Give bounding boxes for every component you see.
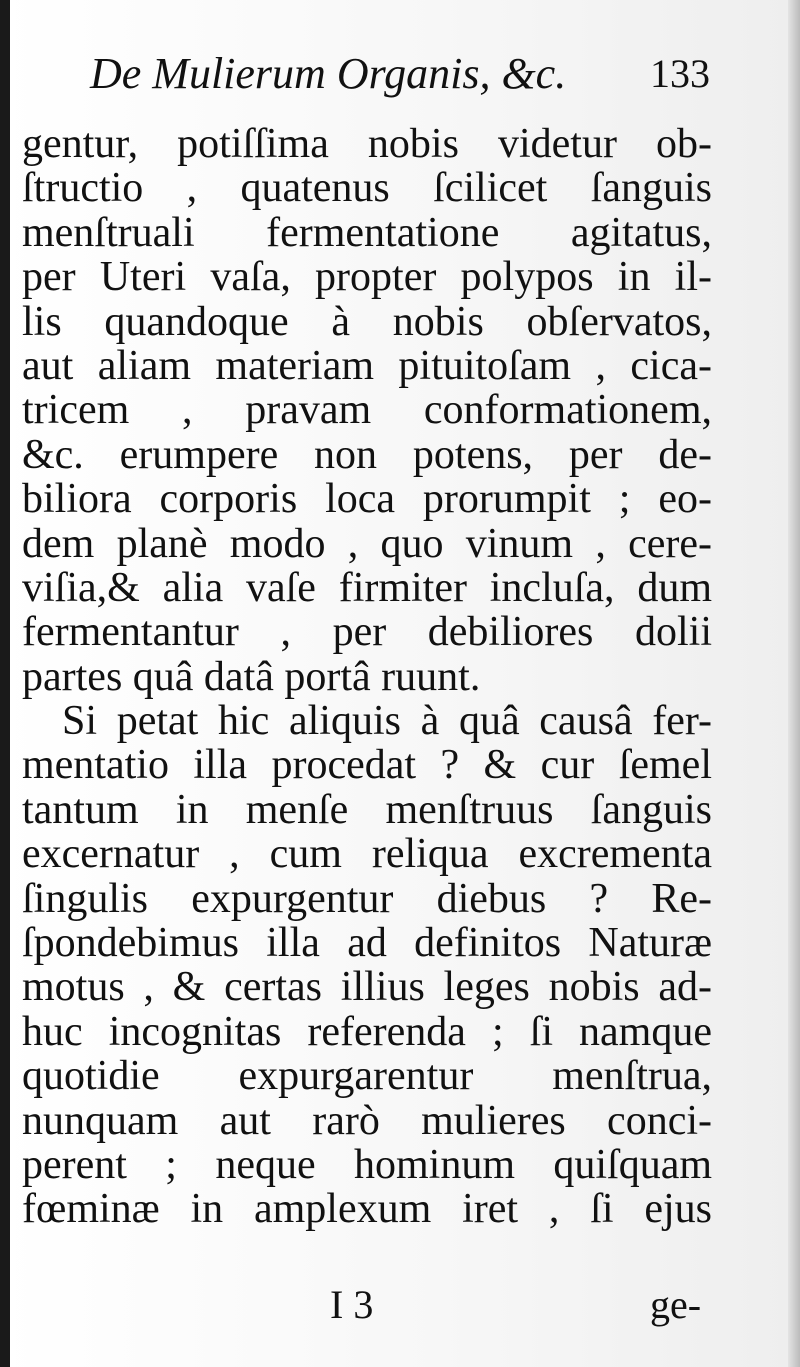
text-line: excernatur , cum reliqua excrementa: [22, 832, 712, 877]
body-text: [22, 122, 712, 1232]
text-line: aut aliam materiam pituitoſam , cica-: [22, 343, 712, 389]
text-line: &c. erumpere non potens, per de-: [22, 432, 712, 478]
text-line: ſtructio , quatenus ſcilicet ſanguis: [22, 166, 712, 211]
text-line: tricem , pravam conformationem,: [22, 388, 712, 433]
catchword: ge-: [650, 1282, 702, 1327]
text-line: mentatio illa procedat ? & cur ſemel: [22, 743, 712, 788]
text-line: per Uteri vaſa, propter polypos in il-: [22, 255, 712, 300]
text-line: perent ; neque hominum quiſquam: [22, 1142, 712, 1188]
text-line: menſtruali fermentatione agitatus,: [22, 210, 712, 256]
paragraph-end-line: partes quâ datâ portâ ruunt.: [22, 654, 481, 700]
signature-mark: I 3: [330, 1282, 374, 1327]
paragraph-start-line: Si petat hic aliquis à quâ causâ fer-: [62, 699, 712, 744]
text-line: ſingulis expurgentur diebus ? Re-: [22, 876, 712, 922]
text-line: fermentantur , per debiliores dolii: [22, 610, 712, 655]
text-line: lis quandoque à nobis obſervatos,: [22, 299, 712, 344]
text-line: motus , & certas illius leges nobis ad-: [22, 965, 712, 1010]
text-line: tantum in menſe menſtruus ſanguis: [22, 787, 712, 833]
running-title: De Mulierum Organis, &c.: [90, 49, 567, 98]
text-line: gentur, potiſſima nobis videtur ob-: [22, 122, 712, 167]
text-line: quotidie expurgarentur menſtrua,: [22, 1054, 712, 1099]
text-line: ſpondebimus illa ad definitos Naturæ: [22, 921, 712, 966]
running-head: [90, 44, 710, 104]
page-edge-shadow: [788, 0, 800, 1367]
text-line: fœminæ in amplexum iret , ſi ejus: [22, 1187, 712, 1232]
text-line: dem planè modo , quo vinum , cere-: [22, 521, 712, 566]
page-number: 133: [650, 51, 710, 96]
text-line: biliora corporis loca prorumpit ; eo-: [22, 477, 712, 522]
text-line: nunquam aut rarò mulieres conci-: [22, 1098, 712, 1143]
text-line: viſia,& alia vaſe firmiter incluſa, dum: [22, 565, 712, 611]
page-footer: [0, 1275, 800, 1335]
page-binding-shadow: [0, 0, 10, 1367]
text-line: huc incognitas referenda ; ſi namque: [22, 1009, 712, 1055]
